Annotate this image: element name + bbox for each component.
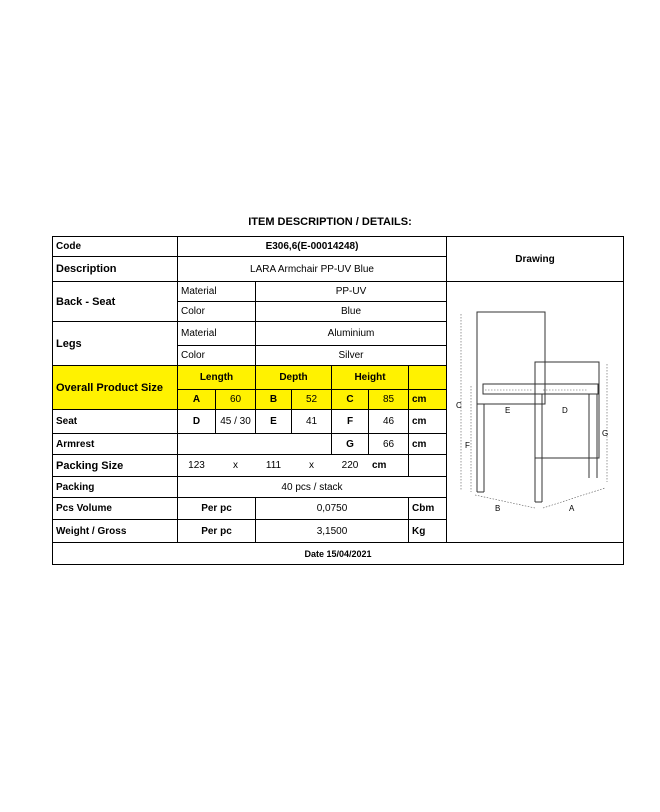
weight-value: 3,1500 (256, 520, 409, 543)
overall-unit: cm (409, 390, 447, 410)
packing-size-unit: cm (369, 455, 409, 477)
description-label: Description (53, 257, 178, 282)
drawing-label-g: G (602, 429, 609, 438)
dim-g-letter: G (332, 434, 369, 455)
weight-label: Weight / Gross (53, 520, 178, 543)
length-header: Length (178, 366, 256, 390)
dim-d-value: 45 / 30 (216, 410, 256, 434)
drawing-label-a: A (569, 504, 575, 513)
overall-label: Overall Product Size (53, 366, 178, 410)
dim-a-letter: A (178, 390, 216, 410)
dim-b-value: 52 (292, 390, 332, 410)
legs-material-label: Material (178, 322, 256, 346)
packing-label: Packing (53, 477, 178, 498)
dim-c-letter: C (332, 390, 369, 410)
dim-a-value: 60 (216, 390, 256, 410)
description-value: LARA Armchair PP-UV Blue (178, 257, 447, 282)
weight-unit: Kg (409, 520, 447, 543)
code-value: E306,6(E-00014248) (178, 237, 447, 257)
back-seat-material-label: Material (178, 282, 256, 302)
drawing-label-b: B (495, 504, 501, 513)
packing-size-spacer (409, 455, 447, 477)
dim-f-letter: F (332, 410, 369, 434)
packing-size-x2: x (292, 455, 332, 477)
armrest-unit: cm (409, 434, 447, 455)
dim-b-letter: B (256, 390, 292, 410)
drawing-header: Drawing (447, 237, 624, 282)
legs-color-value: Silver (256, 346, 447, 366)
pcs-volume-per: Per pc (178, 498, 256, 520)
seat-unit: cm (409, 410, 447, 434)
back-seat-label: Back - Seat (53, 282, 178, 322)
dim-f-value: 46 (369, 410, 409, 434)
drawing-label-d: D (562, 406, 568, 415)
row-code (53, 237, 624, 257)
pcs-volume-label: Pcs Volume (53, 498, 178, 520)
chair-seat-frame (483, 384, 598, 394)
packing-size-x1: x (216, 455, 256, 477)
dim-g-value: 66 (369, 434, 409, 455)
page-title: ITEM DESCRIPTION / DETAILS: (248, 216, 412, 228)
overall-header-spacer (409, 366, 447, 390)
drawing-label-e: E (505, 406, 511, 415)
dim-e-letter: E (256, 410, 292, 434)
pcs-volume-unit: Cbm (409, 498, 447, 520)
chair-drawing (447, 282, 623, 539)
dim-line-b (475, 495, 535, 508)
height-header: Height (332, 366, 409, 390)
dim-d-letter: D (178, 410, 216, 434)
row-back-seat-material (53, 282, 624, 302)
packing-size-width: 111 (256, 455, 292, 477)
packing-size-label: Packing Size (53, 455, 178, 477)
back-seat-color-label: Color (178, 302, 256, 322)
packing-size-length: 123 (178, 455, 216, 477)
armrest-label: Armrest (53, 434, 178, 455)
drawing-label-f: F (465, 441, 470, 450)
legs-label: Legs (53, 322, 178, 366)
back-seat-color-value: Blue (256, 302, 447, 322)
armrest-empty (178, 434, 332, 455)
dim-c-value: 85 (369, 390, 409, 410)
pcs-volume-value: 0,0750 (256, 498, 409, 520)
legs-material-value: Aluminium (256, 322, 447, 346)
document-date: Date 15/04/2021 (53, 543, 624, 565)
legs-color-label: Color (178, 346, 256, 366)
drawing-cell (447, 282, 624, 543)
row-date (53, 543, 624, 565)
packing-value: 40 pcs / stack (178, 477, 447, 498)
back-seat-material-value: PP-UV (256, 282, 447, 302)
packing-size-height: 220 (332, 455, 369, 477)
drawing-label-c: C (456, 401, 462, 410)
weight-per: Per pc (178, 520, 256, 543)
dim-e-value: 41 (292, 410, 332, 434)
seat-label: Seat (53, 410, 178, 434)
code-label: Code (53, 237, 178, 257)
spec-table (52, 236, 624, 565)
depth-header: Depth (256, 366, 332, 390)
